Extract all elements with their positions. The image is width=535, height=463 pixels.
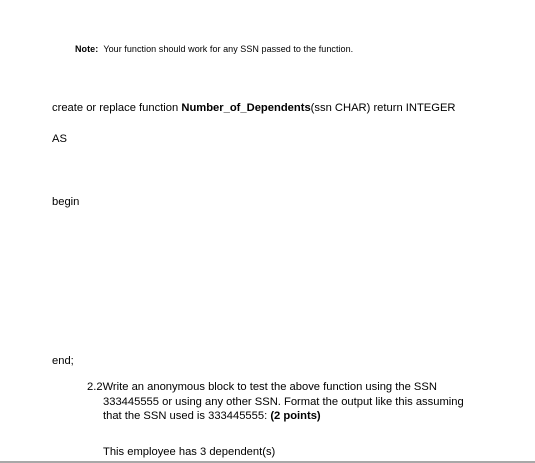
task-third-line — [87, 409, 517, 424]
task-line-1: Write an anonymous block to test the above function using the SSN — [102, 381, 437, 393]
note-text: Your function should work for any SSN passed to the function. — [103, 44, 354, 54]
task-points: (2 points) — [270, 410, 321, 422]
function-declaration-line — [52, 102, 456, 114]
task-line-2: 333445555 or using any other SSN. Format the output like this assuming — [103, 395, 464, 408]
note-line — [75, 44, 353, 54]
create-prefix: create or replace function — [52, 102, 182, 114]
end-keyword: end; — [52, 355, 74, 367]
note-label: Note: — [75, 44, 99, 54]
function-name: Number_of_Dependents — [181, 102, 311, 114]
output-example: This employee has 3 dependent(s) — [103, 446, 276, 458]
task-first-line — [87, 380, 517, 395]
task-line-3: that the SSN used is 333445555: — [103, 410, 271, 422]
as-keyword: AS — [52, 133, 67, 145]
task-2-2 — [87, 380, 517, 424]
task-number: 2.2 — [87, 381, 103, 393]
begin-keyword: begin — [52, 196, 80, 208]
create-suffix: (ssn CHAR) return INTEGER — [310, 102, 456, 114]
